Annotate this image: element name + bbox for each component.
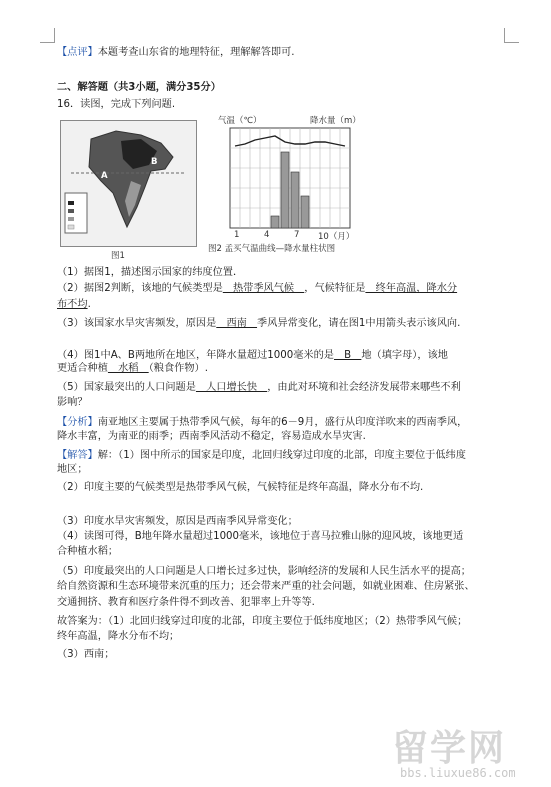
text-span: （4）读图可得，B地年降水量超过1000毫米，该地位于喜马拉雅山脉的迎风坡，该地更适 (57, 531, 464, 542)
figure2-caption: 图2 孟买气温曲线—降水量柱状图 (208, 244, 336, 254)
text-span: （5）印度最突出的人口问题是人口增长过多过快，影响经济的发展和人民生活水平的提高； (57, 566, 471, 577)
section-tag: 【点评】 (57, 47, 98, 58)
text-span: 降水丰富，为南亚的雨季；西南季风活动不稳定，容易造成水旱灾害. (57, 431, 366, 442)
x-tick-7: 7 (294, 230, 300, 240)
text-span: （5）国家最突出的人口问题是 (57, 382, 196, 393)
label-b: B (151, 157, 158, 167)
x-tick-10: 10（月） (318, 232, 355, 242)
text-line (57, 545, 118, 559)
text-span: 更适合种植 (57, 363, 108, 374)
text-line (57, 481, 423, 495)
text-line (57, 349, 448, 363)
text-span: 地（填字母），该地 (361, 350, 448, 361)
text-span: 解：（1）图中所示的国家是印度，北回归线穿过印度的北部，印度主要位于低纬度 (97, 450, 466, 461)
label-a: A (101, 171, 108, 181)
text-line (57, 98, 175, 112)
right-axis-unit: 降水量（m） (310, 116, 361, 126)
left-axis-unit: 气温（℃） (218, 116, 262, 126)
watermark-logo (392, 720, 542, 786)
text-span: 故答案为：（1）北回归线穿过印度的北部，印度主要位于低纬度地区；（2）热带季风气候； (57, 616, 468, 627)
text-line (57, 46, 295, 60)
text-line (57, 515, 298, 529)
figure-row (60, 112, 361, 262)
answer-blank: B (333, 350, 362, 361)
text-span: 地区； (57, 464, 88, 475)
answer-blank: 终年高温，降水分 (365, 283, 458, 294)
text-span: 交通拥挤、教育和医疗条件得不到改善、犯罪率上升等等. (57, 597, 315, 608)
text-span: 合种植水稻； (57, 546, 119, 557)
text-span: ，气候特征是 (304, 283, 366, 294)
page-corner-mark (40, 28, 55, 43)
text-line (57, 630, 179, 644)
text-line (57, 81, 221, 95)
text-line (57, 317, 460, 331)
climate-chart-figure (210, 112, 380, 252)
answer-blank: 水稻 (107, 363, 149, 374)
text-span: 16．读图，完成下列问题. (57, 99, 176, 110)
text-span: 南亚地区主要属于热带季风气候，每年的6－9月，盛行从印度洋吹来的西南季风， (97, 417, 468, 428)
x-tick-1: 1 (234, 230, 240, 240)
section-tag: 【解答】 (57, 450, 98, 461)
page-corner-mark (504, 28, 519, 43)
text-span: 二、解答题（共3小题，满分35分） (57, 82, 221, 93)
text-line (57, 430, 366, 444)
text-line (57, 396, 88, 410)
text-span: （2）据图2判断，该地的气候类型是 (57, 283, 223, 294)
india-map-image (61, 121, 196, 246)
india-map-figure (60, 120, 197, 261)
text-span: 影响？ (57, 397, 88, 408)
text-line (57, 530, 463, 544)
answer-blank: 布不均 (57, 299, 88, 310)
text-span: （4）图1中A、B两地所在地区，年降水量超过1000毫米的是 (57, 350, 334, 361)
text-span: （3）印度水旱灾害频发，原因是西南季风异常变化； (57, 516, 298, 527)
text-span: 终年高温，降水分布不均； (57, 631, 180, 642)
answer-blank: 西南 (216, 318, 258, 329)
text-line (57, 362, 208, 376)
text-line (57, 298, 91, 312)
text-span: （2）印度主要的气候类型是热带季风气候，气候特征是终年高温，降水分布不均. (57, 482, 424, 493)
text-line (57, 449, 466, 463)
climate-chart-svg (210, 124, 380, 244)
text-span: 季风异常变化，请在图1中用箭头表示该风向. (257, 318, 461, 329)
text-span: 给自然资源和生态环境带来沉重的压力；还会带来严重的社会问题，如就业困难、住房紧张、 (57, 581, 475, 592)
text-span: （1）据图1，描述图示国家的纬度位置． (57, 267, 244, 278)
text-span: 本题考查山东省的地理特征，理解解答即可. (97, 47, 295, 58)
x-tick-4: 4 (264, 230, 270, 240)
text-span: （3）该国家水旱灾害频发，原因是 (57, 318, 217, 329)
watermark-url: bbs.liuxue86.com (400, 766, 516, 780)
text-line (57, 580, 475, 594)
text-span: ，由此对环境和社会经济发展带来哪些不利 (267, 382, 461, 393)
text-line (57, 615, 467, 629)
text-line (57, 266, 243, 280)
text-line (57, 381, 461, 395)
text-line (57, 648, 114, 662)
text-span: （3）西南； (57, 649, 115, 660)
text-span: （粮食作物）. (148, 363, 208, 374)
answer-blank: 人口增长快 (195, 382, 268, 393)
text-span: . (87, 299, 91, 310)
text-line (57, 463, 88, 477)
watermark-main: 留学网 (392, 728, 507, 769)
text-line (57, 596, 315, 610)
text-line (57, 416, 467, 430)
answer-blank: 热带季风气候 (222, 283, 305, 294)
text-line (57, 282, 457, 296)
text-line (57, 565, 471, 579)
section-tag: 【分析】 (57, 417, 98, 428)
figure1-caption: 图1 (111, 251, 125, 261)
